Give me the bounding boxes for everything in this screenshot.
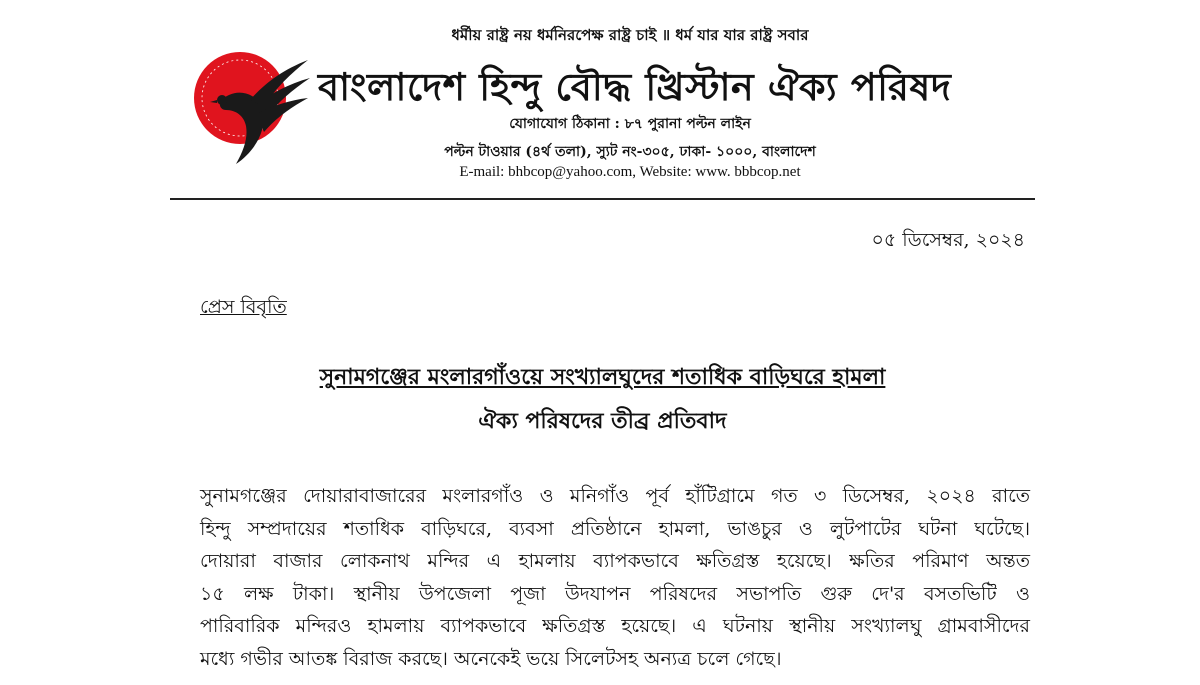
subheadline: ঐক্য পরিষদের তীব্র প্রতিবাদ	[478, 408, 727, 434]
paragraph-line: দোয়ারা বাজার লোকনাথ মন্দির এ হামলায় ব্যাপকভাবে ক্ষতিগ্রস্ত হয়েছে। ক্ষতির পরিমাণ অন্তত	[200, 550, 1030, 572]
headline: সুনামগঞ্জের মংলারগাঁওয়ে সংখ্যালঘুদের শতাধিক বাড়িঘরে হামলা	[319, 364, 886, 390]
logo-bird-head	[217, 95, 227, 105]
email-website-line: E-mail: bhbcop@yahoo.com, Website: www. bbbcop.net	[459, 164, 801, 180]
contact-address-line: যোগাযোগ ঠিকানা : ৮৭ পুরানা পল্টন লাইন	[509, 116, 751, 132]
paragraph-line: মধ্যে গভীর আতঙ্ক বিরাজ করছে। অনেকেই ভয়ে সিলেটসহ অন্যত্র চলে গেছে।	[200, 647, 782, 670]
paragraph-line: পারিবারিক মন্দিরও হামলায় ব্যাপকভাবে ক্ষতিগ্রস্ত হয়েছে। এ ঘটনায় স্থানীয় সংখ্যালঘু গ্রামবাসীদের	[200, 615, 1030, 637]
body-paragraph	[200, 480, 1030, 675]
letterhead-divider	[170, 198, 1035, 200]
press-release-label: প্রেস বিবৃতি	[200, 296, 287, 318]
paragraph-line: হিন্দু সম্প্রদায়ের শতাধিক বাড়িঘরে, ব্যবসা প্রতিষ্ঠানে হামলা, ভাঙচুর ও লুটপাটের ঘটনা ঘটেছে।	[200, 517, 1030, 540]
organization-logo	[192, 40, 312, 170]
dove-logo-icon	[192, 40, 312, 170]
document-date: ০৫ ডিসেম্বর, ২০২৪	[871, 229, 1025, 251]
motto-text: ধর্মীয় রাষ্ট্র নয় ধর্মনিরপেক্ষ রাষ্ট্র চাই ॥ ধর্ম যার যার রাষ্ট্র সবার	[451, 26, 809, 44]
building-address-line: পল্টন টাওয়ার (৪র্থ তলা), স্যুট নং-৩০৫, ঢাকা- ১০০০, বাংলাদেশ	[444, 144, 816, 160]
organization-name: বাংলাদেশ হিন্দু বৌদ্ধ খ্রিস্টান ঐক্য পরিষদ	[318, 64, 952, 109]
paragraph-line: সুনামগঞ্জের দোয়ারাবাজারের মংলারগাঁও ও মনিগাঁও পূর্ব হাঁটিগ্রামে গত ৩ ডিসেম্বর, ২০২৪ রাতে	[200, 485, 1030, 507]
paragraph-line: ১৫ লক্ষ টাকা। স্থানীয় উপজেলা পূজা উদযাপন পরিষদের সভাপতি গুরু দে'র বসতভিটি ও	[200, 582, 1030, 605]
